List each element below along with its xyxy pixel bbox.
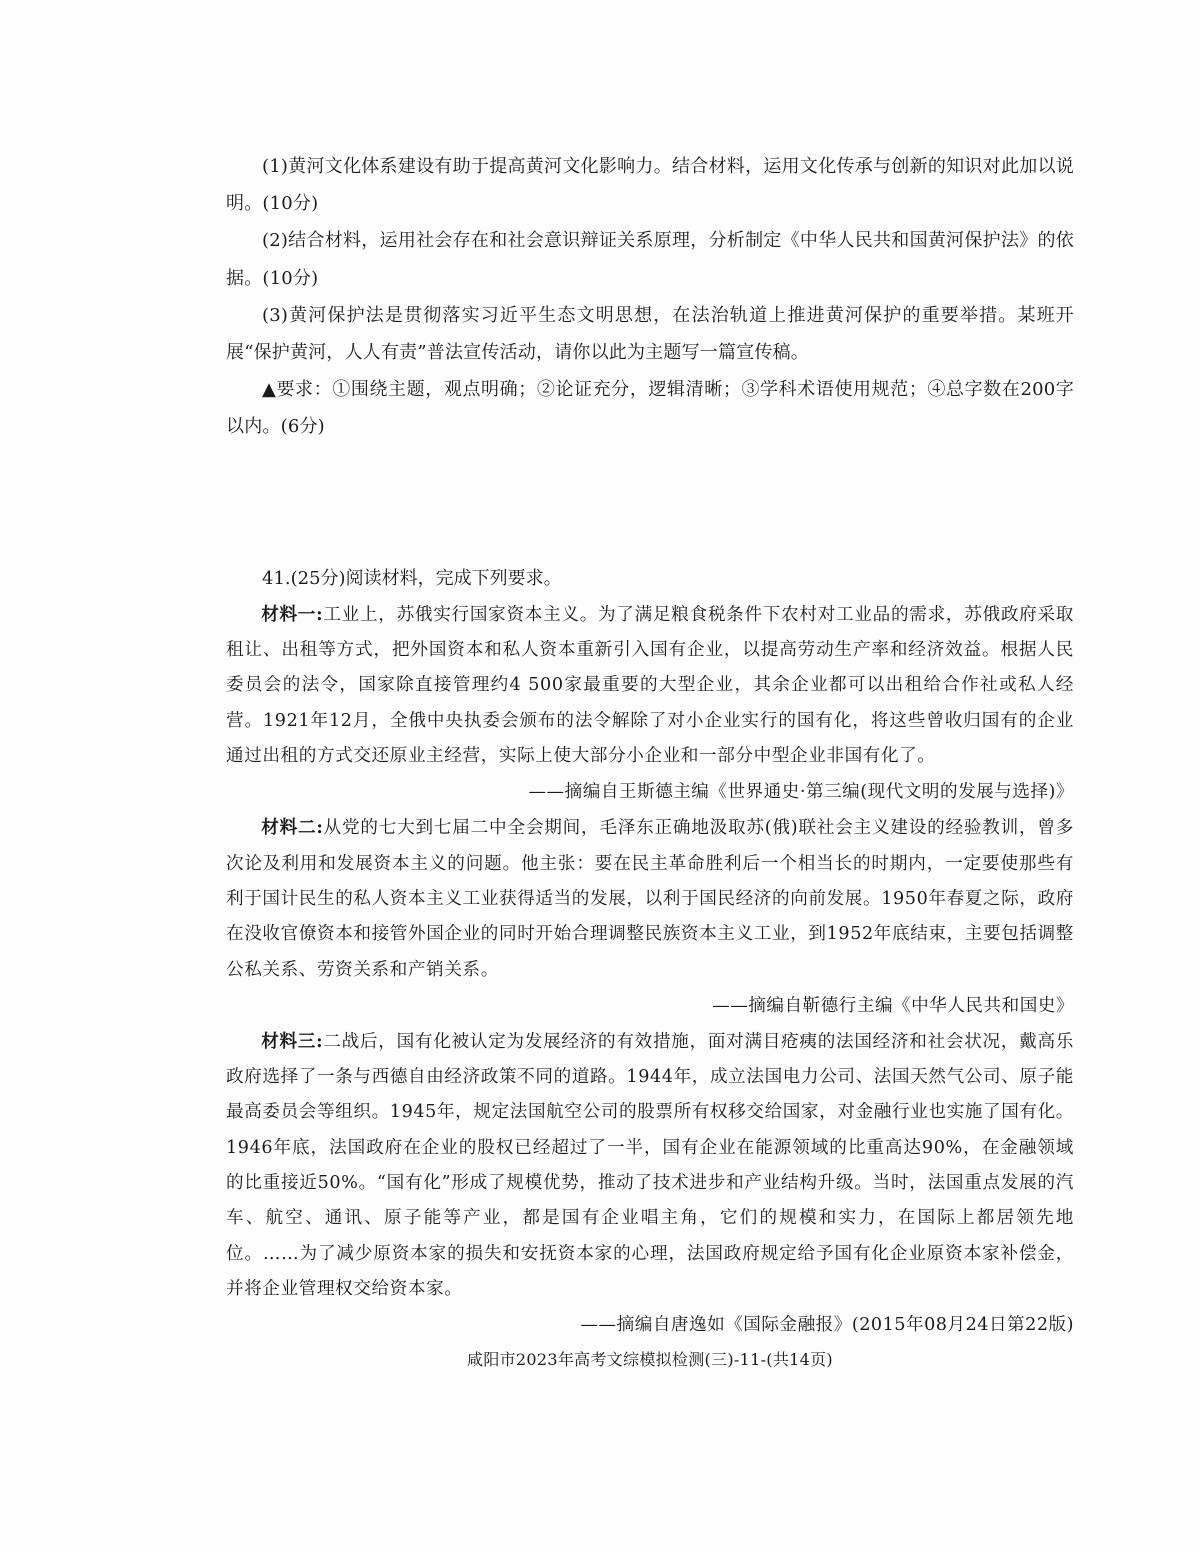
material-1 xyxy=(226,597,1074,774)
question-41-title: 41.(25分)阅读材料，完成下列要求。 xyxy=(262,567,562,589)
question-3: (3)黄河保护法是贯彻落实习近平生态文明思想，在法治轨道上推进黄河保护的重要举措。某班开展“保护黄河，人人有责”普法宣传活动，请你以此为主题写一篇宣传稿。 xyxy=(226,304,1074,364)
question-2: (2)结合材料，运用社会存在和社会意识辩证关系原理，分析制定《中华人民共和国黄河保护法》的依据。(10分) xyxy=(226,230,1074,289)
material-3-text: 二战后，国有化被认定为发展经济的有效措施，面对满目疮痍的法国经济和社会状况，戴高乐政府选择了一条与西德自由经济政策不同的道路。1944年，成立法国电力公司、法国天然气公司、原子能最高委员会等组织。1945年，规定法国航空公司的股票所有权移交给国家，对金融行业也实施了国有化。1946年底，法国政府在企业的股权已经超过了一半，国有企业在能源领域的比重高达90%，在金融领域的比重接近50%。“国有化”形成了规模优势，推动了技术进步和产业结构升级。当时，法国重点发展的汽车、航空、通讯、原子能等产业，都是国有企业唱主角，它们的规模和实力，在国际上都居领先地位。……为了减少原资本家的损失和安抚资本家的心理，法国政府规定给予国有化企业原资本家补偿金，并将企业管理权交给资本家。 xyxy=(226,1031,1074,1299)
material-2-source: ——摘编自靳德行主编《中华人民共和国史》 xyxy=(712,995,1074,1016)
material-2-text: 从党的七大到七届二中全会期间，毛泽东正确地汲取苏(俄)联社会主义建设的经验教训，曾多次论及利用和发展资本主义的问题。他主张：要在民主革命胜利后一个相当长的时期内，一定要使那些有利于国计民生的私人资本主义工业获得适当的发展，以利于国民经济的向前发展。1950年春夏之际，政府在没收官僚资本和接管外国企业的同时开始合理调整民族资本主义工业，到1952年底结束，主要包括调整公私关系、劳资关系和产销关系。 xyxy=(226,818,1074,980)
question-3-requirement xyxy=(226,371,1074,445)
blank-answer-space xyxy=(226,446,1074,560)
triangle-marker-icon: ▲ xyxy=(262,379,277,401)
material-2-label: 材料二: xyxy=(261,817,324,839)
requirement-text: 要求：①围绕主题，观点明确；②论证充分，逻辑清晰；③学科术语使用规范；④总字数在200字以内。(6分) xyxy=(226,379,1075,438)
material-3 xyxy=(226,1024,1074,1307)
page-content xyxy=(226,148,1074,1370)
material-2 xyxy=(226,810,1074,987)
material-1-source: ——摘编自王斯德主编《世界通史·第三编(现代文明的发展与选择)》 xyxy=(528,782,1074,803)
material-1-text: 工业上，苏俄实行国家资本主义。为了满足粮食税条件下农村对工业品的需求，苏俄政府采取租让、出租等方式，把外国资本和私人资本重新引入国有企业，以提高劳动生产率和经济效益。根据人民委员会的法令，国家除直接管理约4 500家最重要的大型企业，其余企业都可以出租给合作社或私人经营。1921年12月，全俄中央执委会颁布的法令解除了对小企业实行的国有化，将这些曾收归国有的企业通过出租的方式交还原业主经营，实际上使大部分小企业和一部分中型企业非国有化了。 xyxy=(226,604,1074,767)
page-footer: 咸阳市2023年高考文综模拟检测(三)-11-(共14页) xyxy=(467,1350,833,1370)
material-3-label: 材料三: xyxy=(261,1030,324,1052)
material-3-source: ——摘编自唐逸如《国际金融报》(2015年08月24日第22版) xyxy=(580,1315,1074,1336)
material-1-label: 材料一: xyxy=(261,603,324,625)
question-1: (1)黄河文化体系建设有助于提高黄河文化影响力。结合材料，运用文化传承与创新的知识对此加以说明。(10分) xyxy=(226,156,1074,215)
